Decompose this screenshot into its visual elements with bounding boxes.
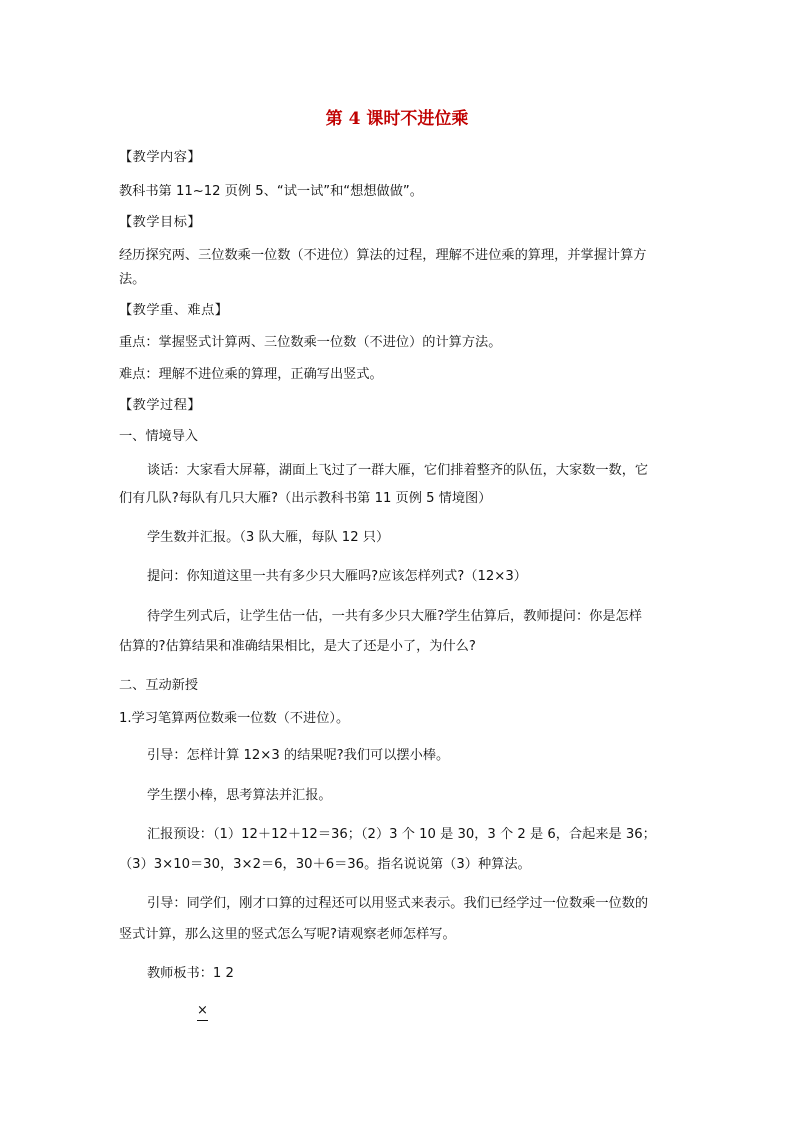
report-line: 学生数并汇报。（3 队大雁，每队 12 只） — [147, 530, 390, 545]
page-title: 第 4 课时不进位乘 — [325, 109, 469, 129]
estimate-line1: 待学生列式后，让学生估一估，一共有多少只大雁?学生估算后，教师提问：你是怎样 — [147, 609, 642, 624]
preset-line2: （3）3×10＝30，3×2＝6，30＋6＝36。指名说说第（3）种算法。 — [119, 857, 531, 872]
part2-heading: 二、互动新授 — [119, 678, 199, 693]
goal-text-line2: 法。 — [119, 272, 146, 287]
guide2-line2: 竖式计算，那么这里的竖式怎么写呢?请观察老师怎样写。 — [119, 927, 456, 942]
section-heading-keypoint: 【教学重、难点】 — [119, 303, 229, 318]
guide2-line1: 引导：同学们，刚才口算的过程还可以用竖式来表示。我们已经学过一位数乘一位数的 — [147, 896, 649, 911]
estimate-line2: 估算的?估算结果和准确结果相比，是大了还是小了，为什么? — [119, 639, 476, 654]
talk-line2: 们有几队?每队有几只大雁?（出示教科书第 11 页例 5 情境图） — [119, 491, 492, 506]
part1-heading: 一、情境导入 — [119, 429, 199, 444]
goal-text-line1: 经历探究两、三位数乘一位数（不进位）算法的过程，理解不进位乘的算理，并掌握计算方 — [119, 248, 647, 263]
section-heading-content: 【教学内容】 — [119, 150, 202, 165]
keypoint-hard: 难点：理解不进位乘的算理，正确写出竖式。 — [119, 367, 383, 382]
section-heading-goal: 【教学目标】 — [119, 215, 202, 230]
sticks-line: 学生摆小棒，思考算法并汇报。 — [147, 788, 332, 803]
keypoint-main: 重点：掌握竖式计算两、三位数乘一位数（不进位）的计算方法。 — [119, 335, 502, 350]
section-heading-process: 【教学过程】 — [119, 398, 202, 413]
preset-line1: 汇报预设：（1）12＋12＋12＝36；（2）3 个 10 是 30，3 个 2 是 6，合起来是 36； — [147, 827, 656, 842]
board-line: 教师板书：1 2 — [147, 966, 234, 981]
content-text: 教科书第 11~12 页例 5、“试一试”和“想想做做”。 — [119, 184, 423, 199]
question-line: 提问：你知道这里一共有多少只大雁吗?应该怎样列式?（12×3） — [147, 569, 527, 584]
talk-line1: 谈话：大家看大屏幕，湖面上飞过了一群大雁，它们排着整齐的队伍，大家数一数，它 — [147, 463, 649, 478]
guide-line: 引导：怎样计算 12×3 的结果呢?我们可以摆小棒。 — [147, 748, 450, 763]
multiplication-sign: × — [197, 1003, 208, 1021]
sub1-heading: 1.学习笔算两位数乘一位数（不进位）。 — [119, 711, 350, 726]
